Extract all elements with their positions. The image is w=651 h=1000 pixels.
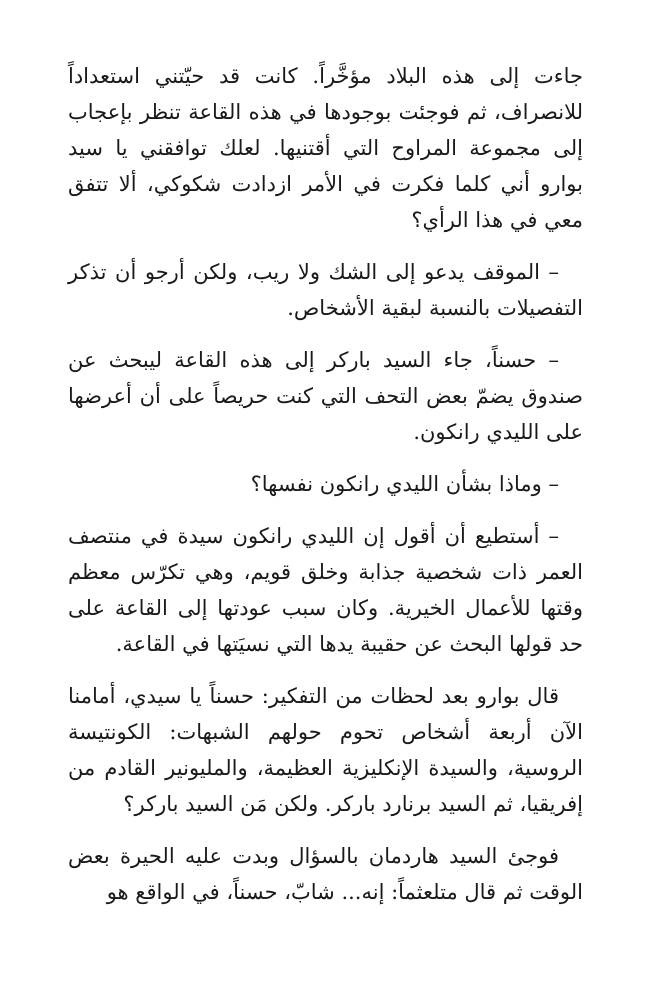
paragraph-7: فوجئ السيد هاردمان بالسؤال وبدت عليه الحيرة بعض الوقت ثم قال متلعثماً: إنه... شابّ، حسناً، في الواقع هو (68, 844, 583, 904)
paragraph-2: – الموقف يدعو إلى الشك ولا ريب، ولكن أرجو أن تذكر التفصيلات بالنسبة لبقية الأشخاص. (68, 260, 583, 320)
paragraph-1: جاءت إلى هذه البلاد مؤخَّراً. كانت قد حيّتني استعداداً للانصراف، ثم فوجئت بوجودها في هذه القاعة تنظر بإعجاب إلى مجموعة المراوح التي أقتنيها. لعلك توافقني يا سيد بوارو أني كلما فكرت في الأمر ازدادت شكوكي، ألا تتفق معي في هذا الرأي؟ (68, 64, 583, 232)
paragraph-5: – أستطيع أن أقول إن الليدي رانكون سيدة في منتصف العمر ذات شخصية جذابة وخلق قويم، وهي تكرّس معظم وقتها للأعمال الخيرية. وكان سبب عودتها إلى القاعة على حد قولها البحث عن حقيبة يدها التي نسيَتها في القاعة. (68, 524, 583, 656)
paragraph-3: – حسناً، جاء السيد باركر إلى هذه القاعة ليبحث عن صندوق يضمّ بعض التحف التي كنت حريصاً على أن أعرضها على الليدي رانكون. (68, 348, 583, 444)
paragraph-4: – وماذا بشأن الليدي رانكون نفسها؟ (250, 472, 559, 496)
paragraph-6: قال بوارو بعد لحظات من التفكير: حسناً يا سيدي، أمامنا الآن أربعة أشخاص تحوم حولهم الشبهات: الكونتيسة الروسية، والسيدة الإنكليزية العظيمة، والمليونير القادم من إفريقيا، ثم السيد برنارد باركر. ولكن مَن السيد باركر؟ (68, 684, 583, 816)
book-page (68, 58, 583, 926)
